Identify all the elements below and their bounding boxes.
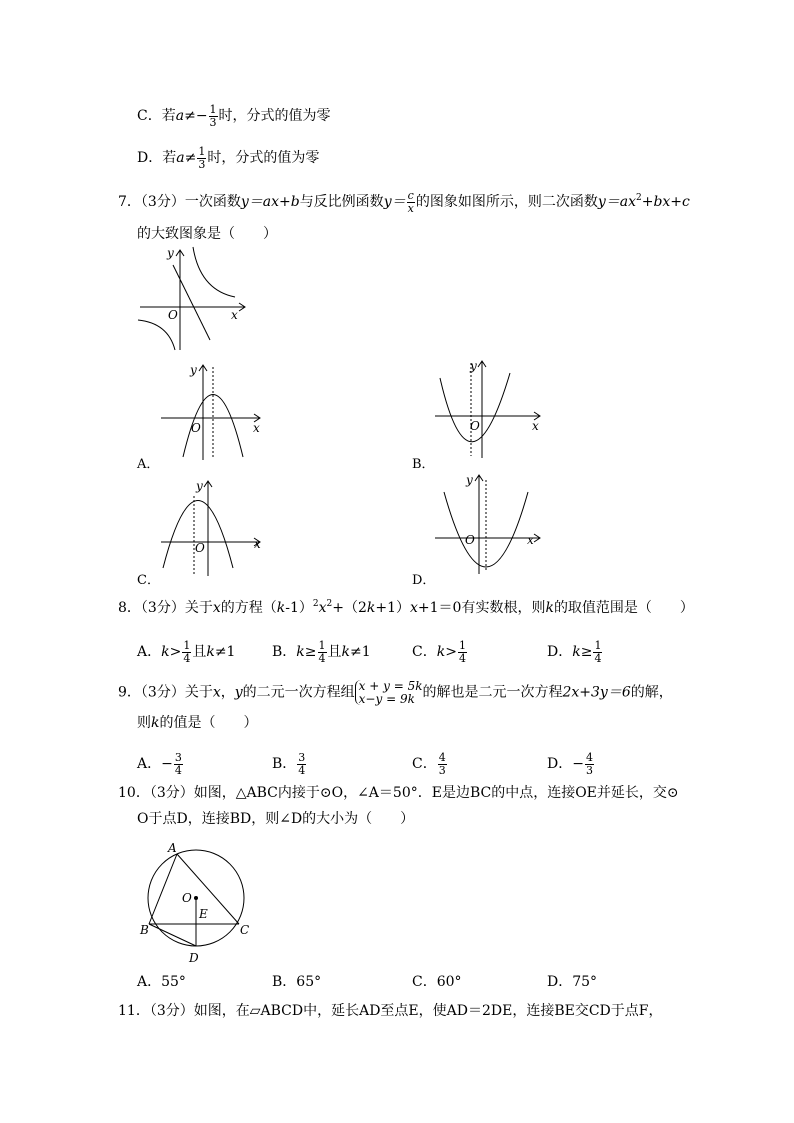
q8-stem: 8．（3分）关于x的方程$(k-1)^2x^2+(2k+1)x+1=0$有实数根，则k的取值范围是（ ） [118,599,694,616]
q7-option-d-graph [432,472,552,577]
q10-option-d[interactable]: D．75° [547,974,598,990]
svg-text:O: O [182,891,192,905]
svg-text:x: x [253,421,260,435]
q8-option-b[interactable]: B．k≥ $\frac{1}{4}$ 且k≠1 [272,639,371,665]
q10-option-a[interactable]: A．55° [137,974,186,990]
q10-circle-figure [136,838,256,968]
q7-stem-graph [135,245,255,355]
svg-text:D: D [189,951,199,965]
q7-option-a-label[interactable]: A． [137,457,160,472]
svg-text:y: y [190,363,197,377]
svg-text:y: y [466,473,473,487]
q7-option-d-label[interactable]: D． [412,573,436,588]
q7-option-c-graph [158,478,268,578]
q7-option-c-label[interactable]: C． [137,573,160,588]
q7-option-a-graph [158,362,268,462]
parabola [163,501,233,569]
svg-text:O: O [470,419,480,433]
svg-text:B: B [140,923,149,937]
hyperbola-branch-2 [138,320,175,350]
x-label: x [231,308,238,322]
q9-stem-line2: 则k的值是（ ） [137,715,258,731]
q6-option-c: C．若a≠− $\frac{1}{3}$ 时，分式的值为零 [137,103,331,129]
svg-text:A: A [168,841,177,855]
y-label: y [167,246,174,260]
q8-option-c[interactable]: C．k> $\frac{1}{4}$ [412,639,466,665]
q10-option-b[interactable]: B．65° [272,974,322,990]
svg-text:O: O [195,541,205,555]
svg-text:x: x [254,537,261,551]
q11-stem: 11．（3分）如图，在▱ABCD中，延长AD至点E，使AD＝2DE，连接BE交CD于点F， [118,1003,663,1019]
q9-option-a[interactable]: A．− $\frac{3}{4}$ [137,751,182,777]
fraction: $\frac{1}{3}$ [209,103,217,129]
svg-text:y: y [196,479,203,493]
q7-stem-line2: 的大致图象是（ ） [137,226,277,242]
svg-text:C: C [240,923,250,937]
q7-option-b-label[interactable]: B． [412,457,435,472]
q7-stem: 7．（3分）一次函数y＝ax+b与反比例函数y＝ $\frac{c}{x}$ 的图象如图所示，则二次函数$y=ax^2+bx+c$ [118,189,690,215]
q9-option-c[interactable]: C． $\frac{4}{3}$ [412,751,446,777]
q9-stem: 9．（3分）关于x，y的二元一次方程组 x + y = 5k x−y = 9k 的解也是二元一次方程2x+3y＝6的解， [118,679,673,706]
segment-bd [149,924,196,946]
hyperbola-branch-1 [193,247,235,297]
q10-stem: 10．（3分）如图，△ABC内接于⊙O，∠A＝50°．E是边BC的中点，连接OE并延长，交⊙ [118,785,679,801]
segment-ab [149,854,177,924]
center-point [194,896,198,900]
linear-graph [173,265,210,340]
origin-label: O [168,308,178,322]
q6-option-d: D．若a≠ $\frac{1}{3}$ 时，分式的值为零 [137,145,320,171]
equation-system: x + y = 5k x−y = 9k [355,680,423,705]
svg-text:x: x [532,419,539,433]
q9-option-b[interactable]: B． $\frac{3}{4}$ [272,751,306,777]
svg-text:y: y [470,359,477,373]
svg-text:x: x [527,533,534,547]
fraction: $\frac{1}{3}$ [198,145,206,171]
q8-option-d[interactable]: D．k≥ $\frac{1}{4}$ [547,639,602,665]
fraction: $\frac{c}{x}$ [407,189,414,215]
q9-option-d[interactable]: D．− $\frac{4}{3}$ [547,751,593,777]
svg-text:O: O [465,533,475,547]
q10-option-c[interactable]: C．60° [412,974,462,990]
q10-stem-line2: O于点D，连接BD，则∠D的大小为（ ） [137,811,415,827]
q8-option-a[interactable]: A．k> $\frac{1}{4}$ 且k≠1 [137,639,236,665]
svg-text:O: O [191,421,201,435]
svg-text:E: E [199,907,208,921]
q7-option-b-graph [432,358,552,463]
